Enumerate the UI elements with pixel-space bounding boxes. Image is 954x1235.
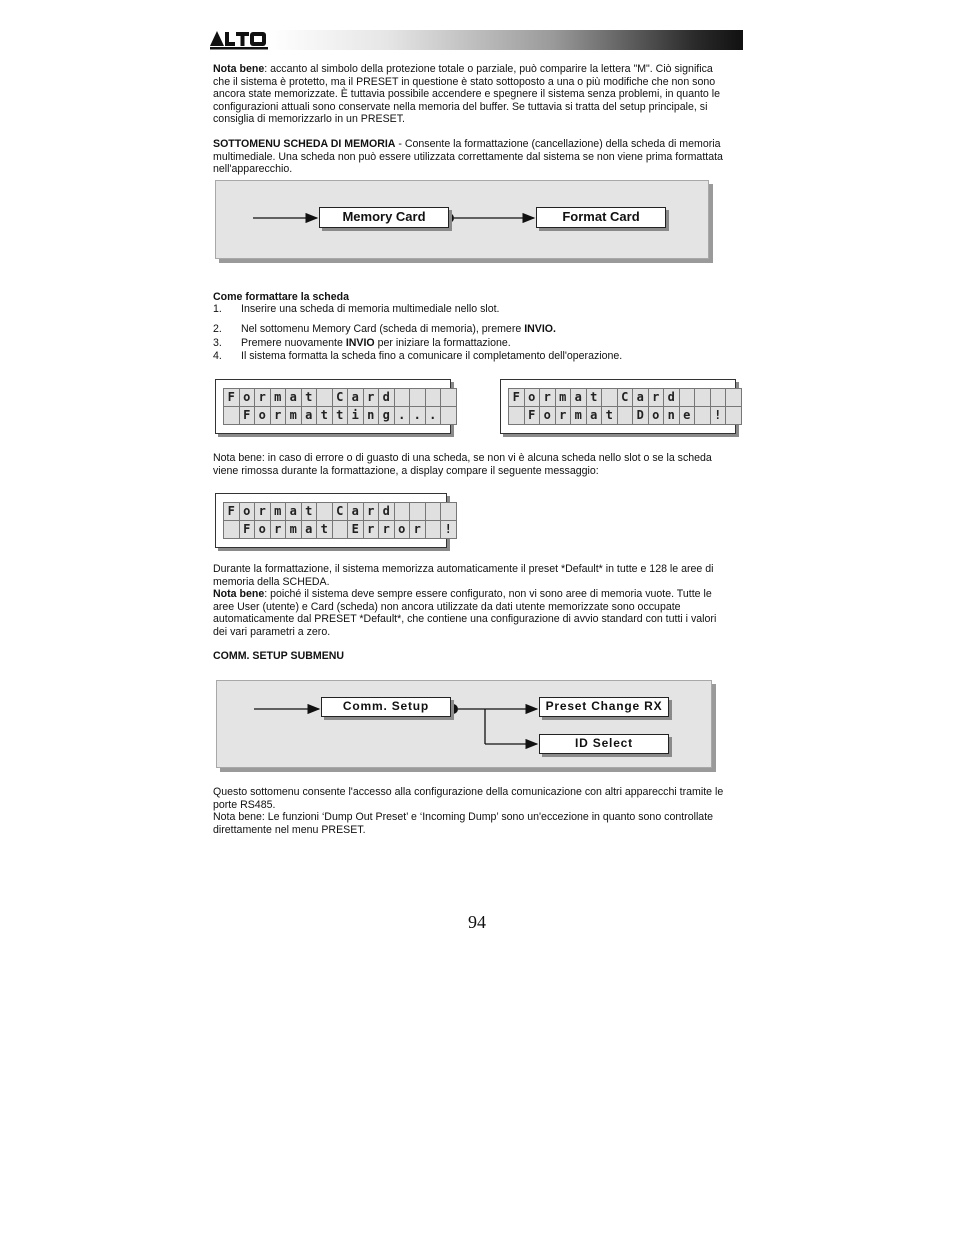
lcd-char-cell: . (425, 406, 442, 425)
lcd-char-cell: m (555, 388, 572, 407)
lcd-char-cell: F (508, 388, 525, 407)
lcd-char-cell (409, 388, 426, 407)
lcd-char-cell: r (270, 406, 287, 425)
lcd-char-cell: a (285, 388, 302, 407)
lcd-char-cell: r (363, 502, 380, 521)
lcd-char-cell: m (270, 388, 287, 407)
lcd-char-cell: a (586, 406, 603, 425)
howto-title: Come formattare la scheda (213, 291, 350, 303)
lcd-char-cell: D (632, 406, 649, 425)
step-4: 4. Il sistema formatta la scheda fino a comunicare il completamento dell'operazione. (213, 350, 623, 362)
lcd-char-cell (440, 502, 457, 521)
lcd-char-cell (694, 406, 711, 425)
lcd-char-cell (679, 388, 696, 407)
lcd-char-cell (223, 520, 240, 539)
lcd-char-cell (710, 388, 727, 407)
lcd-char-cell: r (378, 520, 395, 539)
lcd-row (509, 388, 742, 407)
lcd-format-error (215, 493, 452, 548)
lcd-char-cell: o (254, 406, 271, 425)
lcd-char-cell (694, 388, 711, 407)
lcd-char-cell (601, 388, 618, 407)
lcd-char-cell: r (254, 388, 271, 407)
lcd-char-cell: E (347, 520, 364, 539)
page-number: 94 (468, 912, 486, 932)
lcd-char-cell: o (539, 406, 556, 425)
lcd-char-cell: e (679, 406, 696, 425)
lcd-char-cell: d (378, 388, 395, 407)
lcd-row (224, 520, 457, 539)
memory-card-diagram (215, 180, 709, 259)
lcd-char-cell: t (332, 406, 349, 425)
lcd-char-cell: i (347, 406, 364, 425)
step-2: 2. Nel sottomenu Memory Card (scheda di memoria), premere INVIO. (213, 323, 556, 335)
comm-setup-node: Comm. Setup (321, 697, 451, 717)
lcd-char-cell: o (394, 520, 411, 539)
lcd-char-cell: g (378, 406, 395, 425)
lcd-char-cell: a (347, 502, 364, 521)
lcd-char-cell: C (617, 388, 634, 407)
lcd-char-cell: r (648, 388, 665, 407)
lcd-char-cell: o (648, 406, 665, 425)
lcd-char-cell: m (270, 502, 287, 521)
lcd-char-cell: r (539, 388, 556, 407)
lcd-char-cell (725, 406, 742, 425)
lcd-char-cell: t (301, 388, 318, 407)
lcd-char-cell (617, 406, 634, 425)
lcd-char-cell: r (363, 388, 380, 407)
lcd-char-cell: a (285, 502, 302, 521)
lcd-row (224, 406, 457, 425)
lcd-char-cell: d (378, 502, 395, 521)
error-note-paragraph: Nota bene: in caso di errore o di guasto di una scheda, se non vi è alcuna scheda nello slot o se la scheda viene rimossa durante la formattazione, a display compare il seguente messaggio: (213, 452, 712, 477)
lcd-char-cell: o (239, 502, 256, 521)
lcd-char-cell (508, 406, 525, 425)
lcd-char-cell: t (316, 520, 333, 539)
lcd-char-cell (425, 388, 442, 407)
lcd-char-cell: a (301, 520, 318, 539)
lcd-char-cell: t (301, 502, 318, 521)
lcd-char-cell: F (239, 406, 256, 425)
lcd-char-cell: t (586, 388, 603, 407)
lcd-char-cell (394, 502, 411, 521)
step-1: 1. Inserire una scheda di memoria multimediale nello slot. (213, 303, 500, 315)
header-gradient-bar (268, 30, 743, 50)
lcd-char-cell: a (347, 388, 364, 407)
lcd-row (224, 502, 457, 521)
lcd-char-cell: C (332, 502, 349, 521)
lcd-char-cell: m (570, 406, 587, 425)
lcd-char-cell: . (409, 406, 426, 425)
lcd-char-cell (316, 502, 333, 521)
lcd-char-cell: o (254, 520, 271, 539)
lcd-char-cell (425, 502, 442, 521)
comm-setup-title: COMM. SETUP SUBMENU (213, 650, 345, 662)
lcd-char-cell: ! (440, 520, 457, 539)
lcd-char-cell: . (394, 406, 411, 425)
lcd-char-cell: r (254, 502, 271, 521)
lcd-char-cell (316, 388, 333, 407)
lcd-char-cell: F (223, 502, 240, 521)
memory-card-submenu-paragraph: SOTTOMENU SCHEDA DI MEMORIA - Consente la formattazione (cancellazione) della scheda di memoria multimediale. Una scheda non può essere utilizzata correttamente dal sistema se non viene prima formattata nell'apparecchio. (213, 138, 723, 176)
lcd-char-cell (332, 520, 349, 539)
lcd-char-cell: F (239, 520, 256, 539)
lcd-char-cell: r (270, 520, 287, 539)
preset-change-rx-node: Preset Change RX (539, 697, 669, 717)
lcd-char-cell: t (316, 406, 333, 425)
alto-logo (210, 28, 268, 50)
lcd-char-cell: C (332, 388, 349, 407)
lcd-char-cell: a (570, 388, 587, 407)
lcd-char-cell (725, 388, 742, 407)
diagram2-arrows (217, 681, 711, 767)
lcd-char-cell (409, 502, 426, 521)
lcd-char-cell: d (663, 388, 680, 407)
format-card-node: Format Card (536, 207, 666, 228)
lcd-char-cell: F (223, 388, 240, 407)
lcd-char-cell (440, 388, 457, 407)
howto-steps (213, 303, 743, 364)
lcd-char-cell: o (524, 388, 541, 407)
lcd-row (224, 388, 457, 407)
lcd-char-cell: t (601, 406, 618, 425)
nota-bene-paragraph: Nota bene: accanto al simbolo della protezione totale o parziale, può comparire la lettera "M". Ciò significa che il sistema è protetto, ma il PRESET in questione è stato sottoposto a una o più modifiche che non sono ancora state memorizzate. È tuttavia possibile accendere e spegnere il sistema senza problemi, in quanto le configurazioni attuali sono conservate nella memoria del buffer. Se tuttavia si tratta del setup principale, si consiglia di memorizzarlo in un PRESET. (213, 63, 721, 126)
lcd-char-cell: m (285, 406, 302, 425)
lcd-char-cell: r (409, 520, 426, 539)
id-select-node: ID Select (539, 734, 669, 754)
lcd-char-cell: F (524, 406, 541, 425)
lcd-char-cell (223, 406, 240, 425)
lcd-char-cell (394, 388, 411, 407)
lcd-char-cell: n (363, 406, 380, 425)
memory-card-node: Memory Card (319, 207, 449, 228)
lcd-char-cell: r (363, 520, 380, 539)
lcd-char-cell: a (632, 388, 649, 407)
step-3: 3. Premere nuovamente INVIO per iniziare la formattazione. (213, 336, 511, 349)
comm-setup-diagram (216, 680, 712, 768)
default-preset-paragraph: Durante la formattazione, il sistema memorizza automaticamente il preset *Default* in tutte e 128 le aree di memoria della SCHEDA. Nota bene: poiché il sistema deve sempre essere configurato, non vi sono aree di memoria vuote. Tutte le aree User (utente) e Card (scheda) non ancora utilizzate da dati utente memorizzate sono occupate automaticamente dal PRESET *Default*, che contiene una configurazione di avvio standard con tutti i valori dei vari parametri a zero. (213, 563, 717, 638)
lcd-char-cell: o (239, 388, 256, 407)
comm-setup-description: Questo sottomenu consente l'accesso alla configurazione della comunicazione con altri apparecchi tramite le porte RS485. Nota bene: Le funzioni ‘Dump Out Preset’ e ‘Incoming Dump’ sono un'eccezione in quanto sono controllate direttamente nel menu PRESET. (213, 786, 724, 836)
lcd-char-cell: r (555, 406, 572, 425)
lcd-char-cell: a (301, 406, 318, 425)
lcd-char-cell: m (285, 520, 302, 539)
lcd-char-cell (425, 520, 442, 539)
lcd-char-cell: ! (710, 406, 727, 425)
lcd-formatting (215, 379, 451, 434)
lcd-char-cell (440, 406, 457, 425)
lcd-format-done (500, 379, 736, 434)
lcd-char-cell: n (663, 406, 680, 425)
lcd-row (509, 406, 742, 425)
